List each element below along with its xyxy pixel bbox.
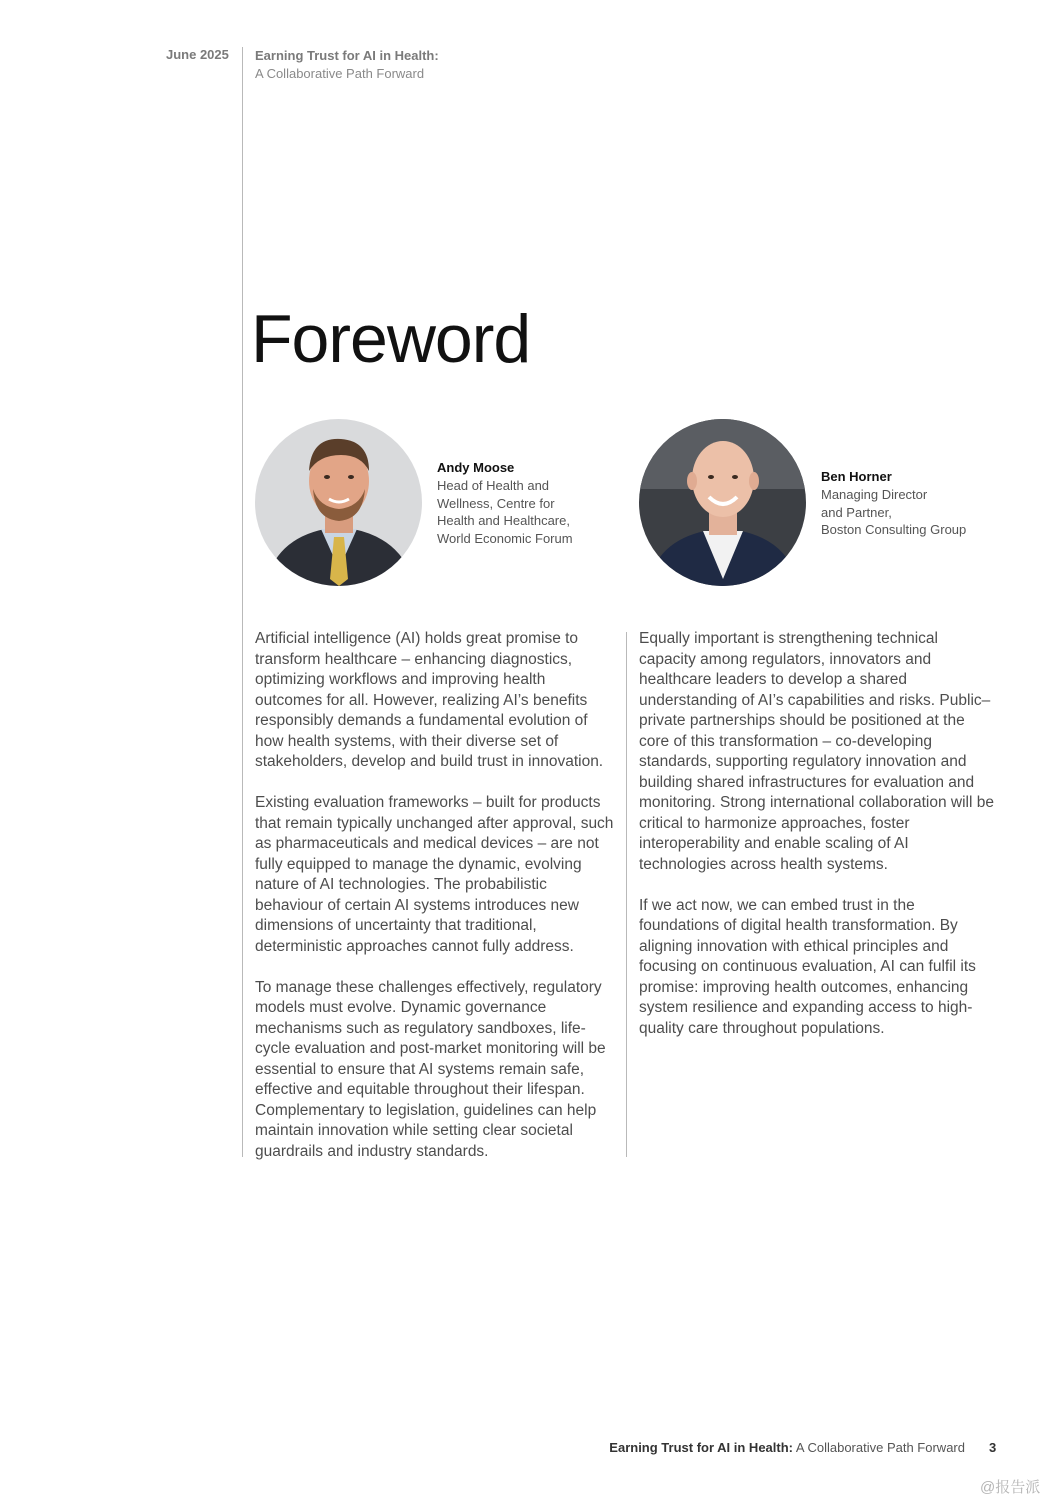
- author-photo-ben-horner: [639, 419, 806, 586]
- author-role-line: World Economic Forum: [437, 531, 573, 547]
- author-role-line: and Partner,: [821, 504, 892, 520]
- body-paragraph: To manage these challenges effectively, regulatory models must evolve. Dynamic governance mechanisms such as regulatory sandboxes, life-cycle evaluation and post-market monitoring will be essential to ensure that AI systems remain safe, effective and equitable throughout their lifespan. Complementary to legislation, guidelines can help maintain innovation while setting clear societal guardrails and industry standards.: [255, 978, 606, 1160]
- header-title: [255, 47, 439, 83]
- header-title-light: A Collaborative Path Forward: [255, 66, 425, 81]
- footer-title-light: A Collaborative Path Forward: [795, 1440, 965, 1455]
- left-divider: [242, 47, 243, 1157]
- author-photo-andy-moose: [255, 419, 422, 586]
- author-role-line: Health and Healthcare,: [437, 513, 570, 529]
- author-name: Andy Moose: [437, 460, 515, 475]
- column-divider: [626, 632, 627, 1157]
- author-role-line: Managing Director: [821, 486, 928, 502]
- author-name: Ben Horner: [821, 469, 892, 484]
- body-column-right: [639, 629, 999, 1060]
- author-role-line: Boston Consulting Group: [821, 522, 967, 538]
- footer-title-bold: Earning Trust for AI in Health:: [609, 1440, 793, 1455]
- header-date: June 2025: [166, 47, 229, 62]
- page-title: Foreword: [251, 301, 531, 377]
- body-paragraph: Equally important is strengthening technical capacity among regulators, innovators and healthcare leaders to develop a shared understanding of AI’s capabilities and risks. Public–private partnerships should be positioned at the core of this transformation – co-developing standards, supporting regulatory innovation and building shared infrastructures for evaluation and monitoring. Strong international collaboration will be critical to harmonize approaches, foster interoperability and enable scaling of AI technologies across health systems.: [639, 630, 994, 873]
- body-paragraph: Artificial intelligence (AI) holds great promise to transform healthcare – enhancing diagnostics, optimizing workflows and improving health outcomes for all. However, realizing AI’s benefits responsibly demands a fundamental evolution of how health systems, with their diverse set of stakeholders, develop and build trust in innovation.: [255, 630, 604, 770]
- page-number: 3: [989, 1440, 997, 1455]
- author-role-line: Wellness, Centre for: [437, 495, 555, 511]
- body-paragraph: If we act now, we can embed trust in the foundations of digital health transformation. By aligning innovation with ethical principles and focusing on continuous evaluation, AI can fulfil its promise: improving health outcomes, enhancing system resilience and expanding access to high-quality care throughout populations.: [639, 896, 976, 1037]
- author-bio-andy-moose: [437, 459, 573, 548]
- author-role-line: Head of Health and: [437, 477, 550, 493]
- watermark: @报告派: [980, 1479, 1041, 1496]
- author-bio-ben-horner: [821, 468, 966, 539]
- body-column-left: [255, 629, 615, 1183]
- footer-title: [609, 1440, 965, 1455]
- header-title-bold: Earning Trust for AI in Health:: [255, 48, 439, 63]
- body-paragraph: Existing evaluation frameworks – built for products that remain typically unchanged after approval, such as pharmaceuticals and medical devices – are not fully equipped to manage the dynamic, evolving nature of AI technologies. The probabilistic behaviour of certain AI systems introduces new dimensions of uncertainty that traditional, deterministic approaches cannot fully address.: [255, 794, 614, 955]
